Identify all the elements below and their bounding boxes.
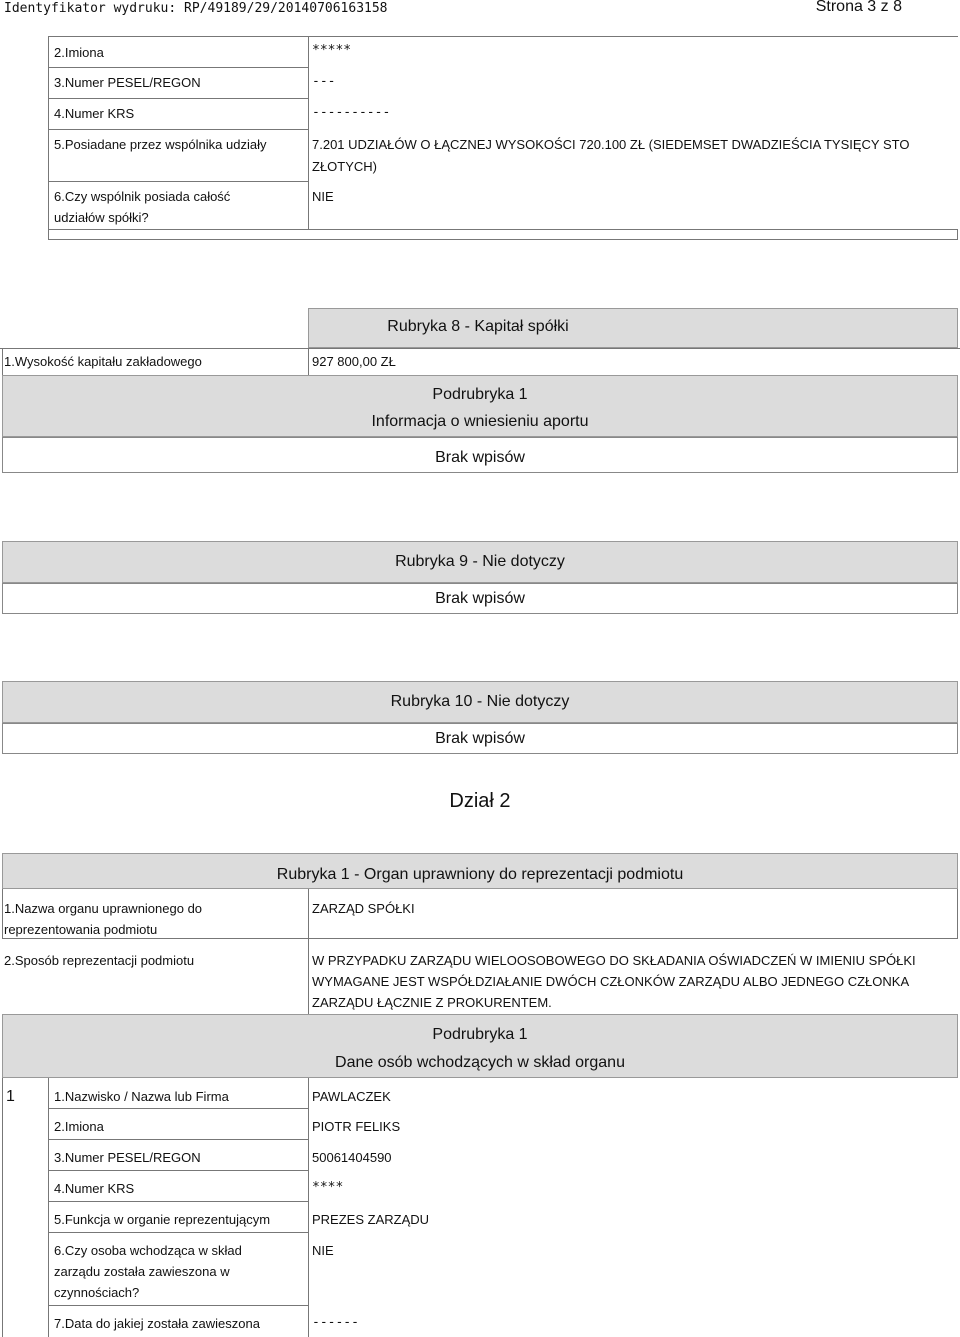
dzial-2-title: Dział 2 — [449, 790, 511, 812]
shares-value-line2: ZŁOTYCH) — [312, 159, 377, 174]
method-line1: W PRZYPADKU ZARZĄDU WIELOOSOBOWEGO DO SKŁADANIA OŚWIADCZEŃ W IMIENIU SPÓŁKI — [312, 953, 916, 968]
suspended-until-value: ------ — [312, 1315, 359, 1330]
rubryka-9-no-entries: Brak wpisów — [435, 590, 525, 607]
rubryka-9-title: Rubryka 9 - Nie dotyczy — [395, 553, 565, 570]
method-line3: ZARZĄDU ŁĄCZNIE Z PROKURENTEM. — [312, 995, 552, 1010]
suspended-value: NIE — [312, 1243, 334, 1258]
person-index: 1 — [6, 1088, 15, 1105]
podrubryka-dane-subtitle: Dane osób wchodzących w skład organu — [335, 1054, 625, 1071]
organ-label-line1: 1.Nazwa organu uprawnionego do — [4, 901, 203, 916]
person-krs-label: 4.Numer KRS — [54, 1181, 135, 1196]
pesel-value: --- — [312, 74, 336, 89]
podrubryka-1-subtitle: Informacja o wniesieniu aportu — [371, 413, 589, 430]
suspended-until-label: 7.Data do jakiej została zawieszona — [54, 1316, 260, 1331]
rubryka-8-no-entries: Brak wpisów — [435, 449, 525, 466]
names-label: 2.Imiona — [54, 1119, 104, 1134]
rubryka-1-title: Rubryka 1 - Organ uprawniony do reprezentacji podmiotu — [276, 866, 684, 883]
suspended-label-line3: czynnościach? — [54, 1285, 140, 1300]
capital-label: 1.Wysokość kapitału zakładowego — [4, 354, 202, 369]
shares-value-line1: 7.201 UDZIAŁÓW O ŁĄCZNEJ WYSOKOŚCI 720.100 ZŁ (SIEDEMSET DWADZIEŚCIA TYSIĘCY STO — [312, 137, 910, 152]
rubryka-8-title: Rubryka 8 - Kapitał spółki — [387, 318, 569, 335]
function-value: PREZES ZARZĄDU — [312, 1212, 430, 1227]
podrubryka-dane-title: Podrubryka 1 — [432, 1026, 528, 1043]
krs-value: ---------- — [312, 105, 391, 120]
whole-shares-label-line1: 6.Czy wspólnik posiada całość — [54, 189, 231, 204]
imiona-value: ***** — [312, 43, 352, 58]
suspended-label-line1: 6.Czy osoba wchodząca w skład — [54, 1243, 242, 1258]
whole-shares-label-line2: udziałów spółki? — [54, 210, 149, 225]
podrubryka-1-title: Podrubryka 1 — [432, 386, 528, 403]
surname-value: PAWLACZEK — [312, 1089, 391, 1104]
function-label: 5.Funkcja w organie reprezentującym — [54, 1212, 271, 1227]
organ-label-line2: reprezentowania podmiotu — [4, 922, 158, 937]
print-identifier: Identyfikator wydruku: RP/49189/29/20140706163158 — [4, 1, 388, 16]
person-krs-value: **** — [312, 1180, 344, 1195]
rubryka-10-title: Rubryka 10 - Nie dotyczy — [390, 693, 570, 710]
method-label: 2.Sposób reprezentacji podmiotu — [4, 953, 195, 968]
person-pesel-label: 3.Numer PESEL/REGON — [54, 1150, 201, 1165]
page-number: Strona 3 z 8 — [815, 0, 902, 15]
suspended-label-line2: zarządu została zawieszona w — [54, 1264, 230, 1279]
imiona-label: 2.Imiona — [54, 45, 104, 60]
pesel-label: 3.Numer PESEL/REGON — [54, 75, 201, 90]
whole-shares-value: NIE — [312, 189, 334, 204]
capital-value: 927 800,00 ZŁ — [312, 354, 396, 369]
surname-label: 1.Nazwisko / Nazwa lub Firma — [54, 1089, 229, 1104]
krs-label: 4.Numer KRS — [54, 106, 135, 121]
method-line2: WYMAGANE JEST WSPÓŁDZIAŁANIE DWÓCH CZŁONKÓW ZARZĄDU ALBO JEDNEGO CZŁONKA — [312, 974, 910, 989]
organ-value: ZARZĄD SPÓŁKI — [312, 901, 415, 916]
rubryka-10-no-entries: Brak wpisów — [435, 730, 525, 747]
person-pesel-value: 50061404590 — [312, 1150, 392, 1165]
shares-label: 5.Posiadane przez wspólnika udziały — [54, 137, 267, 152]
names-value: PIOTR FELIKS — [312, 1119, 401, 1134]
